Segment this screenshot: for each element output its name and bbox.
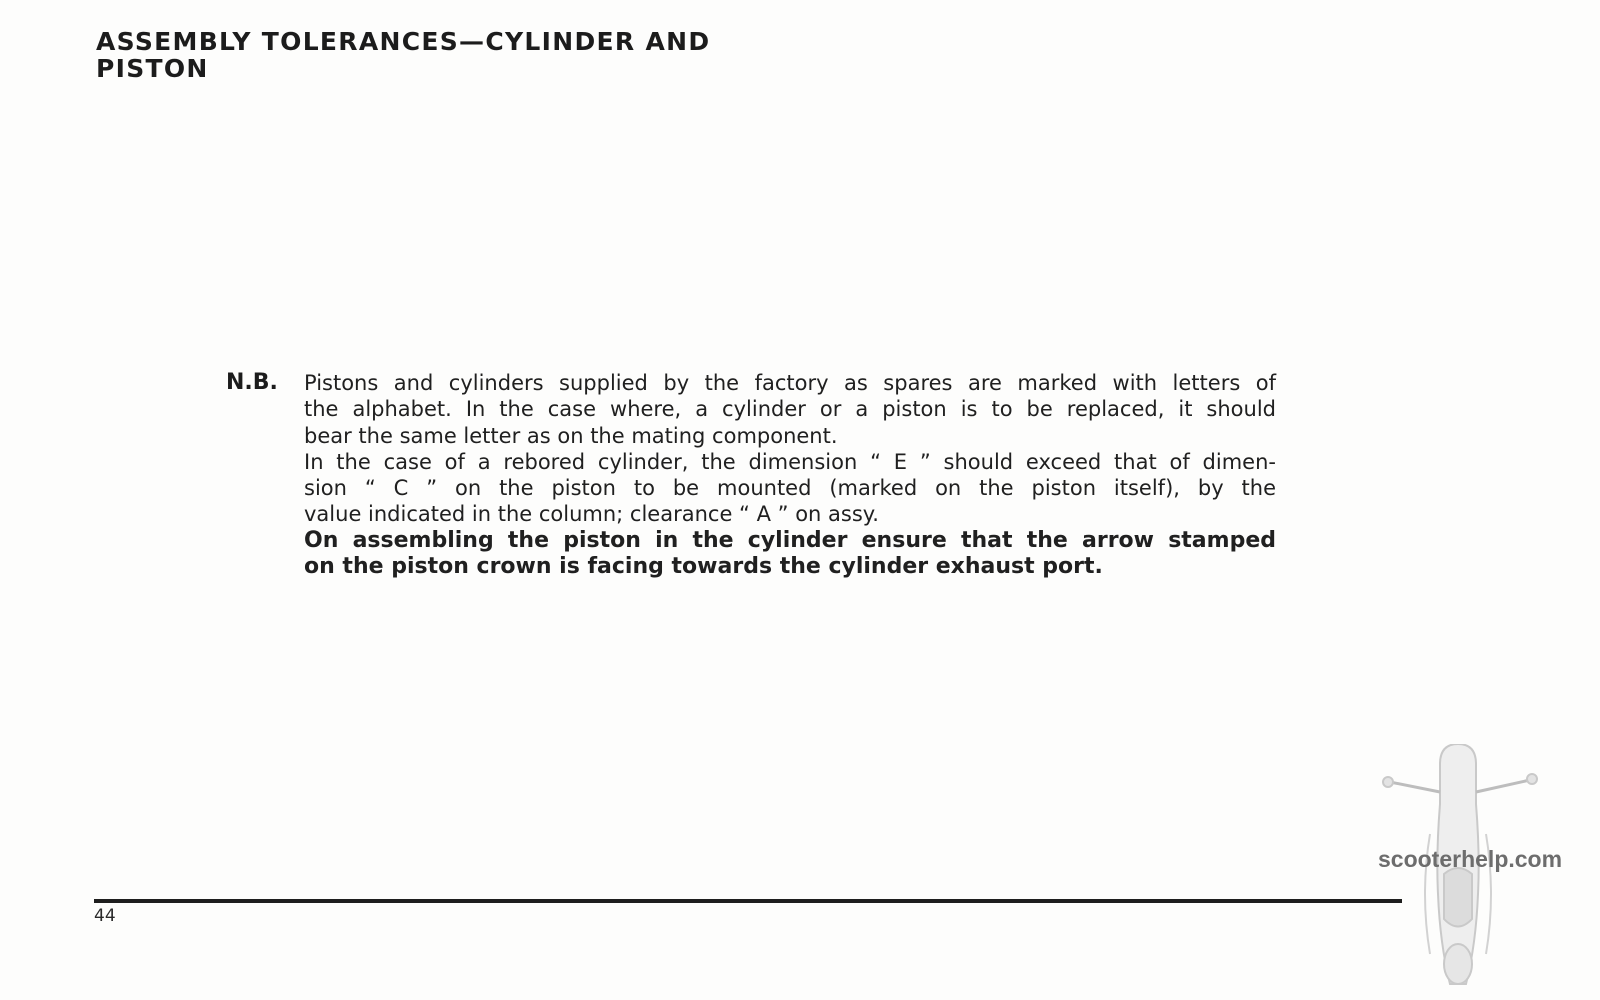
note-line-1: Pistons and cylinders supplied by the factory as spares are marked with letters of xyxy=(304,371,1276,395)
note-line-3: bear the same letter as on the mating component. xyxy=(304,423,838,448)
note-line-2: the alphabet. In the case where, a cylinder or a piston is to be replaced, it should xyxy=(304,397,1276,422)
nb-body xyxy=(304,370,1276,580)
note-bold-line-1: On assembling the piston in the cylinder ensure that the arrow stamped xyxy=(304,527,1276,553)
note-line-5: sion “ C ” on the piston to be mounted (marked on the piston itself), by the xyxy=(304,476,1276,501)
title-line-2: PISTON xyxy=(96,54,209,83)
page-number: 44 xyxy=(94,906,116,926)
title-line-1: ASSEMBLY TOLERANCES—CYLINDER AND xyxy=(96,27,711,56)
note-line-6: value indicated in the column; clearance “ A ” on assy. xyxy=(304,502,879,527)
page-title xyxy=(96,28,710,82)
note-bold-line-2: on the piston crown is facing towards the cylinder exhaust port. xyxy=(304,554,1103,580)
watermark-text: scooterhelp.com xyxy=(1378,846,1563,872)
nb-label: N.B. xyxy=(226,370,278,395)
note-line-4: In the case of a rebored cylinder, the dimension “ E ” should exceed that of dimen- xyxy=(304,449,1276,474)
footer-rule xyxy=(94,899,1402,903)
